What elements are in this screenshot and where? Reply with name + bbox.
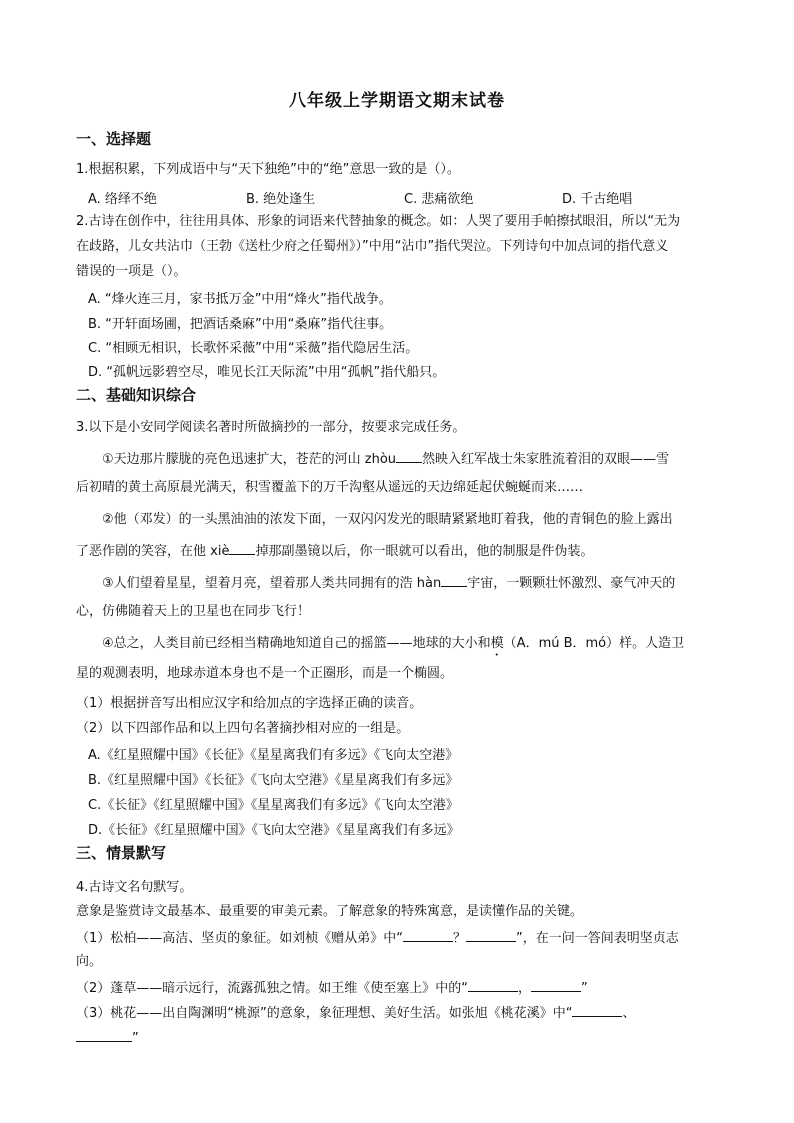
q4-item1-text-a: （1）松柏——高洁、坚贞的象征。如刘桢《赠从弟》中“ bbox=[76, 931, 404, 946]
q4-item1-line1 bbox=[76, 927, 679, 949]
q3-subquestion-2: （2）以下四部作品和以上四句名著摘抄相对应的一组是。 bbox=[76, 721, 410, 736]
q3-option-b: B.《红星照耀中国》《长征》《飞向太空港》《星星离我们有多远》 bbox=[88, 773, 459, 788]
q2-option-d-suffix: ”中用“孤帆”指代船只。 bbox=[308, 365, 446, 380]
q4-item2-comma: ， bbox=[518, 981, 532, 996]
q3-passage4-line1 bbox=[76, 634, 684, 659]
q3-option-a: A.《红星照耀中国》《长征》《星星离我们有多远》《飞向太空港》 bbox=[88, 748, 459, 763]
q3-passage3-text-a: ③人们望着星星，望着月亮，望着那人类共同拥有的浩 hàn bbox=[102, 576, 442, 591]
q3-passage1-text-a: ①天边那片朦胧的亮色迅速扩大，苍茫的河山 zhòu bbox=[102, 452, 397, 467]
q4-item2-text: （2）蓬草——暗示远行，流露孤独之情。如王维《使至塞上》中的“ bbox=[76, 981, 469, 996]
q2-option-c-suffix: ”中用“采薇”指代隐居生活。 bbox=[255, 341, 419, 356]
q3-passage2-line2 bbox=[76, 540, 593, 562]
q2-option-a bbox=[88, 288, 392, 307]
q1-option-d: D. 千古绝唱 bbox=[562, 192, 633, 207]
answer-blank-3b[interactable] bbox=[76, 1027, 132, 1042]
answer-blank-1b[interactable] bbox=[466, 927, 516, 942]
q2-option-c bbox=[88, 337, 418, 356]
q4-item1-line2: 向。 bbox=[76, 954, 103, 969]
q2-option-d bbox=[88, 361, 445, 380]
q4-item3-end: ” bbox=[132, 1031, 139, 1046]
q2-option-b-prefix: B. “ bbox=[88, 317, 112, 332]
answer-blank-2a[interactable] bbox=[468, 977, 518, 992]
q1-option-c: C. 悲痛欲绝 bbox=[404, 192, 474, 207]
q3-passage3-line1 bbox=[76, 572, 675, 594]
answer-blank-2b[interactable] bbox=[531, 977, 581, 992]
q3-passage2-line1: ②他（邓发）的一头黑油油的浓发下面，一双闪闪发光的眼睛紧紧地盯着我，他的青铜色的脸上露出 bbox=[102, 512, 673, 527]
section-heading-recitation: 三、情景默写 bbox=[76, 844, 167, 862]
q4-item2 bbox=[76, 977, 588, 999]
q2-option-d-prefix: D. “ bbox=[88, 365, 114, 380]
answer-blank-1a[interactable] bbox=[403, 927, 453, 942]
answer-blank-han[interactable] bbox=[441, 572, 467, 587]
section-heading-choice: 一、选择题 bbox=[76, 130, 152, 148]
q3-passage1-line2: 后初晴的黄土高原晨光满天，积雪覆盖下的万千沟壑从遥远的天边绵延起伏蜿蜒而来…… bbox=[76, 480, 584, 495]
q2-option-a-prefix: A. “ bbox=[88, 292, 112, 307]
q2-option-a-suffix: ”中用“烽火”指代战争。 bbox=[254, 292, 392, 307]
q3-subquestion-1: （1）根据拼音写出相应汉字和给加点的字选择正确的读音。 bbox=[76, 696, 423, 711]
answer-blank-zhou[interactable] bbox=[396, 448, 422, 463]
q2-option-b-poem: 开轩面场圃，把酒话桑麻 bbox=[111, 317, 255, 332]
q4-item2-end: ” bbox=[581, 981, 588, 996]
q4-intro: 意象是鉴赏诗文最基本、最重要的审美元素。了解意象的特殊寓意，是读懂作品的关键。 bbox=[76, 904, 584, 919]
q2-stem-line3: 错误的一项是（）。 bbox=[76, 264, 187, 279]
q3-passage3-text-b: 宇宙，一颗颗壮怀激烈、豪气冲天的 bbox=[467, 576, 676, 591]
q2-option-b-suffix: ”中用“桑麻”指代往事。 bbox=[254, 317, 393, 332]
q3-passage4-text-b: （A．mú B．mó）样。人造卫 bbox=[503, 636, 685, 651]
q3-passage4-line2: 星的观测表明，地球赤道本身也不是一个正圈形，而是一个椭圆。 bbox=[76, 666, 454, 681]
q4-item1-question-mark: ？ bbox=[453, 931, 467, 946]
q3-passage1-text-b: 然映入红军战士朱家胜流着泪的双眼——雪 bbox=[422, 452, 670, 467]
q4-item3-line1 bbox=[76, 1002, 636, 1024]
dotted-character: 模 bbox=[490, 636, 504, 651]
q2-option-c-poem: 相顾无相识，长歌怀采薇 bbox=[112, 341, 256, 356]
q3-option-d: D.《长征》《红星照耀中国》《飞向太空港》《星星离我们有多远》 bbox=[88, 823, 460, 838]
page-title: 八年级上学期语文期末试卷 bbox=[289, 91, 505, 111]
q3-option-c: C.《长征》《红星照耀中国》《星星离我们有多远》《飞向太空港》 bbox=[88, 798, 459, 813]
q2-option-a-poem: 烽火连三月，家书抵万金 bbox=[111, 292, 255, 307]
q4-item3-line2 bbox=[76, 1027, 139, 1049]
q3-passage3-line2: 心，仿佛随着天上的卫星也在同步飞行！ bbox=[76, 604, 311, 619]
q4-item3-text: （3）桃花——出自陶渊明“桃源”的意象，象征理想、美好生活。如张旭《桃花溪》中“ bbox=[76, 1006, 573, 1021]
q3-passage2-text-b: 掉那副墨镜以后，你一眼就可以看出，他的制服是件伪装。 bbox=[255, 544, 594, 559]
q4-item3-separator: 、 bbox=[622, 1006, 636, 1021]
q3-stem: 3.以下是小安同学阅读名著时所做摘抄的一部分，按要求完成任务。 bbox=[76, 420, 466, 435]
q3-passage2-text-a: 了恶作剧的笑容，在他 xiè bbox=[76, 544, 230, 559]
q2-option-c-prefix: C. “ bbox=[88, 341, 113, 356]
q1-option-b: B. 绝处逢生 bbox=[246, 192, 316, 207]
answer-blank-xie[interactable] bbox=[229, 540, 255, 555]
q3-passage1-line1 bbox=[76, 448, 669, 470]
q2-stem-line2: 在歧路，儿女共沾巾（王勃《送杜少府之任蜀州》）”中用“沾巾”指代哭泣。下列诗句中加点词的指代意义 bbox=[76, 239, 669, 254]
q4-stem: 4.古诗文名句默写。 bbox=[76, 880, 193, 895]
q2-option-b bbox=[88, 313, 392, 332]
answer-blank-3a[interactable] bbox=[572, 1002, 622, 1017]
q3-passage4-text-a: ④总之，人类目前已经相当精确地知道自己的摇篮——地球的大小和 bbox=[102, 636, 491, 651]
q4-item1-text-b: ”，在一问一答间表明坚贞志 bbox=[516, 931, 679, 946]
q2-stem-line1: 2.古诗在创作中，往往用具体、形象的词语来代替抽象的概念。如：人哭了要用手帕擦拭眼泪，所以“无为 bbox=[76, 214, 681, 229]
q1-option-a: A. 络绎不绝 bbox=[88, 192, 157, 207]
section-heading-basics: 二、基础知识综合 bbox=[76, 386, 197, 404]
q1-stem: 1.根据积累，下列成语中与“天下独绝”中的“绝”意思一致的是（）。 bbox=[76, 162, 460, 177]
q2-option-d-poem: 孤帆远影碧空尽，唯见长江天际流 bbox=[113, 365, 309, 380]
